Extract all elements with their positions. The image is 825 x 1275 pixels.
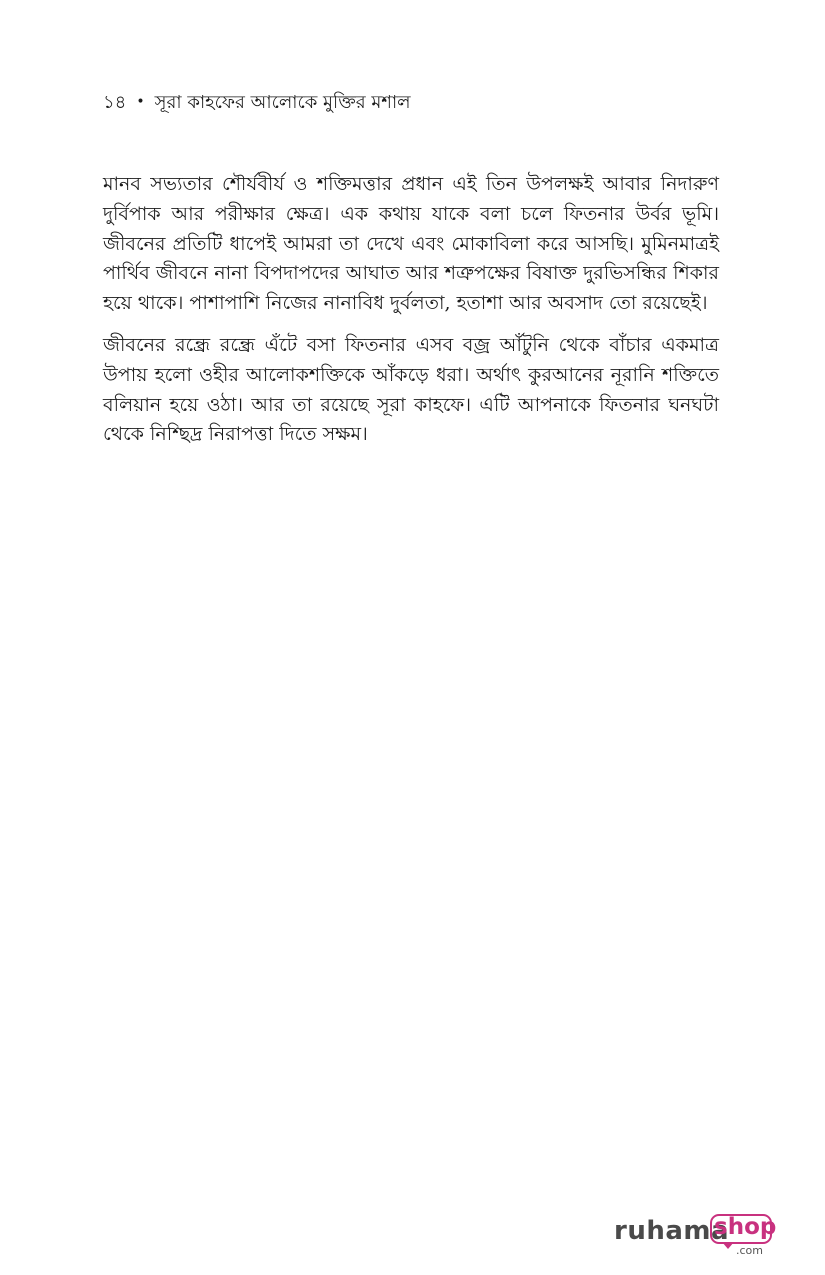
- logo-suffix: .com: [736, 1244, 763, 1257]
- header-separator: •: [136, 94, 145, 110]
- ruhamashop-logo: [614, 1212, 776, 1262]
- body-text: [103, 170, 719, 462]
- book-title: সূরা কাহফের আলোকে মুক্তির মশাল: [154, 92, 411, 113]
- logo-brand-main: ruhama: [614, 1216, 730, 1246]
- logo-brand-accent: shop: [714, 1214, 777, 1240]
- running-head: [103, 88, 411, 117]
- paragraph-2: জীবনের রন্ধ্রে রন্ধ্রে এঁটে বসা ফিতনার এসব বজ্র আঁটুনি থেকে বাঁচার একমাত্র উপায় হলো ওহীর আলোকশক্তিকে আঁকড়ে ধরা। অর্থাৎ কুরআনের নূরানি শক্তিতে বলিয়ান হয়ে ওঠা। আর তা রয়েছে সূরা কাহফে। এটি আপনাকে ফিতনার ঘনঘটা থেকে নিশ্ছিদ্র নিরাপত্তা দিতে সক্ষম।: [103, 333, 719, 446]
- page-number: ১৪: [103, 92, 127, 113]
- paragraph-1: মানব সভ্যতার শৌর্যবীর্য ও শক্তিমত্তার প্রধান এই তিন উপলক্ষই আবার নিদারুণ দুর্বিপাক আর পরীক্ষার ক্ষেত্র। এক কথায় যাকে বলা চলে ফিতনার উর্বর ভূমি। জীবনের প্রতিটি ধাপেই আমরা তা দেখে এবং মোকাবিলা করে আসছি। মুমিনমাত্রই পার্থিব জীবনে নানা বিপদাপদের আঘাত আর শত্রুপক্ষের বিষাক্ত দুরভিসন্ধির শিকার হয়ে থাকে। পাশাপাশি নিজের নানাবিধ দুর্বলতা, হতাশা আর অবসাদ তো রয়েছেই।: [103, 173, 719, 315]
- logo-bubble-tail: [722, 1242, 734, 1249]
